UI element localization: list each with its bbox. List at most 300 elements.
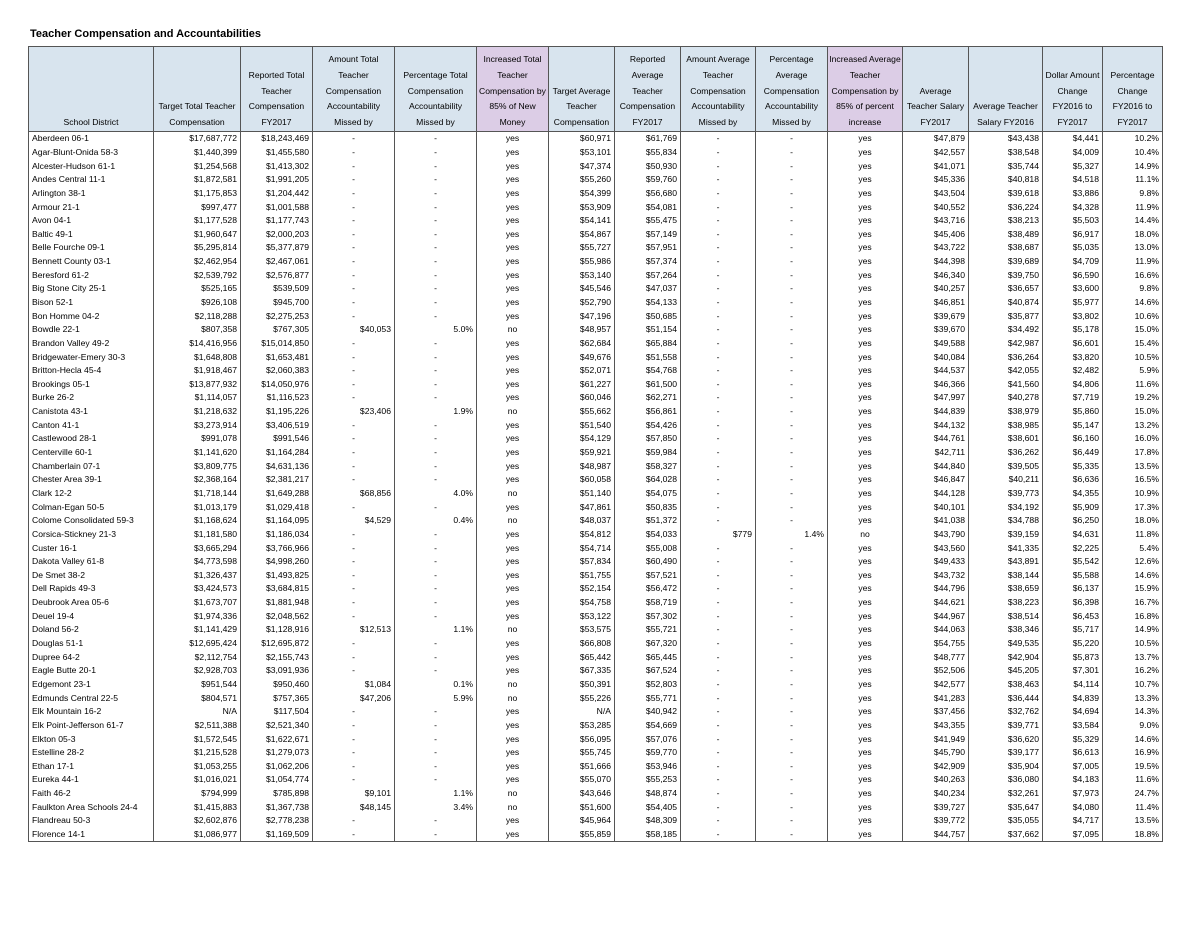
cell-amount-average-missed: - bbox=[681, 241, 756, 255]
cell-salary-fy2016: $32,261 bbox=[969, 787, 1043, 801]
cell-dollar-change: $2,482 bbox=[1043, 364, 1103, 378]
cell-pct-total-missed: - bbox=[395, 528, 477, 542]
cell-increased-total: yes bbox=[477, 173, 549, 187]
table-row bbox=[29, 227, 1163, 241]
cell-target-total: $3,273,914 bbox=[154, 418, 241, 432]
cell-target-total: $1,415,883 bbox=[154, 800, 241, 814]
col-header-target-total: Target Total Teacher Compensation bbox=[154, 47, 241, 132]
cell-salary-fy2016: $38,223 bbox=[969, 596, 1043, 610]
cell-reported-average: $61,500 bbox=[615, 378, 681, 392]
cell-school-district: Bison 52-1 bbox=[29, 296, 154, 310]
cell-amount-total-missed: $4,529 bbox=[313, 514, 395, 528]
cell-pct-change: 15.9% bbox=[1103, 582, 1163, 596]
col-header-salary-fy2016: Average Teacher Salary FY2016 bbox=[969, 47, 1043, 132]
cell-pct-total-missed: - bbox=[395, 214, 477, 228]
cell-pct-change: 18.0% bbox=[1103, 227, 1163, 241]
cell-target-average: $48,987 bbox=[549, 459, 615, 473]
cell-amount-average-missed: - bbox=[681, 596, 756, 610]
cell-salary-fy2017: $44,398 bbox=[903, 255, 969, 269]
cell-salary-fy2016: $36,444 bbox=[969, 691, 1043, 705]
cell-target-average: $67,335 bbox=[549, 664, 615, 678]
cell-dollar-change: $6,449 bbox=[1043, 446, 1103, 460]
cell-reported-average: $59,984 bbox=[615, 446, 681, 460]
cell-increased-average: yes bbox=[828, 173, 903, 187]
cell-increased-average: yes bbox=[828, 650, 903, 664]
cell-salary-fy2016: $40,874 bbox=[969, 296, 1043, 310]
cell-target-total: $1,177,528 bbox=[154, 214, 241, 228]
cell-school-district: Baltic 49-1 bbox=[29, 227, 154, 241]
cell-increased-average: yes bbox=[828, 459, 903, 473]
cell-salary-fy2017: $44,621 bbox=[903, 596, 969, 610]
cell-increased-total: yes bbox=[477, 569, 549, 583]
cell-pct-total-missed: - bbox=[395, 664, 477, 678]
cell-increased-average: yes bbox=[828, 378, 903, 392]
cell-amount-total-missed: - bbox=[313, 337, 395, 351]
cell-amount-total-missed: $12,513 bbox=[313, 623, 395, 637]
cell-reported-average: $50,685 bbox=[615, 309, 681, 323]
cell-salary-fy2017: $46,340 bbox=[903, 268, 969, 282]
cell-pct-change: 18.0% bbox=[1103, 514, 1163, 528]
cell-reported-average: $54,133 bbox=[615, 296, 681, 310]
cell-salary-fy2017: $46,851 bbox=[903, 296, 969, 310]
cell-amount-total-missed: $40,053 bbox=[313, 323, 395, 337]
cell-pct-average-missed: - bbox=[756, 582, 828, 596]
cell-school-district: Dell Rapids 49-3 bbox=[29, 582, 154, 596]
cell-reported-total: $785,898 bbox=[241, 787, 313, 801]
cell-salary-fy2017: $41,071 bbox=[903, 159, 969, 173]
col-header-increased-average: Increased Average Teacher Compensation by 85% of percent increase bbox=[828, 47, 903, 132]
cell-target-total: $1,053,255 bbox=[154, 759, 241, 773]
cell-reported-total: $1,195,226 bbox=[241, 405, 313, 419]
cell-amount-total-missed: - bbox=[313, 255, 395, 269]
table-row bbox=[29, 609, 1163, 623]
cell-amount-total-missed: - bbox=[313, 268, 395, 282]
cell-amount-total-missed: - bbox=[313, 814, 395, 828]
cell-reported-total: $1,493,825 bbox=[241, 569, 313, 583]
cell-reported-average: $67,524 bbox=[615, 664, 681, 678]
header-row bbox=[29, 47, 1163, 132]
cell-target-total: $804,571 bbox=[154, 691, 241, 705]
cell-pct-change: 10.6% bbox=[1103, 309, 1163, 323]
cell-salary-fy2016: $36,620 bbox=[969, 732, 1043, 746]
cell-pct-change: 10.4% bbox=[1103, 146, 1163, 160]
table-row bbox=[29, 650, 1163, 664]
cell-increased-average: yes bbox=[828, 487, 903, 501]
cell-amount-total-missed: $9,101 bbox=[313, 787, 395, 801]
cell-reported-total: $1,177,743 bbox=[241, 214, 313, 228]
cell-target-average: $52,071 bbox=[549, 364, 615, 378]
cell-increased-average: yes bbox=[828, 146, 903, 160]
cell-salary-fy2016: $39,689 bbox=[969, 255, 1043, 269]
cell-reported-total: $2,381,217 bbox=[241, 473, 313, 487]
cell-reported-total: $15,014,850 bbox=[241, 337, 313, 351]
cell-reported-average: $60,490 bbox=[615, 555, 681, 569]
cell-amount-average-missed: - bbox=[681, 432, 756, 446]
cell-target-total: $1,440,399 bbox=[154, 146, 241, 160]
cell-reported-average: $57,302 bbox=[615, 609, 681, 623]
cell-amount-total-missed: $48,145 bbox=[313, 800, 395, 814]
table-row bbox=[29, 705, 1163, 719]
cell-pct-total-missed: - bbox=[395, 268, 477, 282]
cell-pct-total-missed: - bbox=[395, 432, 477, 446]
cell-increased-total: yes bbox=[477, 637, 549, 651]
cell-target-total: $1,175,853 bbox=[154, 187, 241, 201]
cell-pct-total-missed: - bbox=[395, 364, 477, 378]
cell-dollar-change: $7,719 bbox=[1043, 391, 1103, 405]
cell-reported-average: $57,521 bbox=[615, 569, 681, 583]
cell-increased-total: yes bbox=[477, 500, 549, 514]
col-header-salary-fy2017: Average Teacher Salary FY2017 bbox=[903, 47, 969, 132]
cell-target-average: N/A bbox=[549, 705, 615, 719]
table-row bbox=[29, 132, 1163, 146]
cell-increased-average: yes bbox=[828, 555, 903, 569]
table-row bbox=[29, 828, 1163, 842]
cell-pct-change: 19.2% bbox=[1103, 391, 1163, 405]
cell-reported-total: $991,546 bbox=[241, 432, 313, 446]
cell-amount-average-missed: - bbox=[681, 187, 756, 201]
table-row bbox=[29, 350, 1163, 364]
table-row bbox=[29, 487, 1163, 501]
cell-target-total: $3,809,775 bbox=[154, 459, 241, 473]
cell-increased-average: yes bbox=[828, 664, 903, 678]
cell-amount-average-missed: - bbox=[681, 541, 756, 555]
cell-increased-total: yes bbox=[477, 609, 549, 623]
cell-increased-average: yes bbox=[828, 309, 903, 323]
cell-salary-fy2017: $40,552 bbox=[903, 200, 969, 214]
cell-target-average: $60,046 bbox=[549, 391, 615, 405]
cell-amount-average-missed: - bbox=[681, 773, 756, 787]
cell-reported-total: $1,367,738 bbox=[241, 800, 313, 814]
cell-reported-total: $767,305 bbox=[241, 323, 313, 337]
table-row bbox=[29, 200, 1163, 214]
cell-reported-average: $54,081 bbox=[615, 200, 681, 214]
cell-pct-average-missed: - bbox=[756, 732, 828, 746]
table-row bbox=[29, 473, 1163, 487]
col-header-target-average: Target Average Teacher Compensation bbox=[549, 47, 615, 132]
cell-amount-average-missed: - bbox=[681, 255, 756, 269]
cell-salary-fy2017: $47,997 bbox=[903, 391, 969, 405]
cell-dollar-change: $5,873 bbox=[1043, 650, 1103, 664]
cell-target-average: $54,867 bbox=[549, 227, 615, 241]
cell-salary-fy2016: $36,224 bbox=[969, 200, 1043, 214]
cell-target-average: $50,391 bbox=[549, 678, 615, 692]
cell-reported-average: $55,721 bbox=[615, 623, 681, 637]
cell-target-total: $1,016,021 bbox=[154, 773, 241, 787]
cell-dollar-change: $4,009 bbox=[1043, 146, 1103, 160]
cell-amount-total-missed: - bbox=[313, 418, 395, 432]
col-header-pct-total-missed: Percentage Total Compensation Accountability Missed by bbox=[395, 47, 477, 132]
col-header-reported-total: Reported Total Teacher Compensation FY2017 bbox=[241, 47, 313, 132]
cell-reported-average: $54,768 bbox=[615, 364, 681, 378]
cell-dollar-change: $4,694 bbox=[1043, 705, 1103, 719]
cell-increased-average: yes bbox=[828, 364, 903, 378]
cell-dollar-change: $5,860 bbox=[1043, 405, 1103, 419]
cell-dollar-change: $6,590 bbox=[1043, 268, 1103, 282]
cell-school-district: Faith 46-2 bbox=[29, 787, 154, 801]
cell-target-total: $2,602,876 bbox=[154, 814, 241, 828]
cell-amount-total-missed: - bbox=[313, 391, 395, 405]
cell-school-district: Castlewood 28-1 bbox=[29, 432, 154, 446]
cell-salary-fy2016: $40,278 bbox=[969, 391, 1043, 405]
cell-increased-total: yes bbox=[477, 814, 549, 828]
cell-pct-change: 11.8% bbox=[1103, 528, 1163, 542]
cell-school-district: Estelline 28-2 bbox=[29, 746, 154, 760]
cell-pct-total-missed: - bbox=[395, 773, 477, 787]
cell-amount-average-missed: - bbox=[681, 132, 756, 146]
cell-dollar-change: $5,178 bbox=[1043, 323, 1103, 337]
cell-reported-average: $57,076 bbox=[615, 732, 681, 746]
cell-salary-fy2016: $36,262 bbox=[969, 446, 1043, 460]
cell-pct-total-missed: - bbox=[395, 541, 477, 555]
table-row bbox=[29, 323, 1163, 337]
cell-pct-change: 16.2% bbox=[1103, 664, 1163, 678]
col-header-pct-change: Percentage Change FY2016 to FY2017 bbox=[1103, 47, 1163, 132]
cell-salary-fy2017: $44,128 bbox=[903, 487, 969, 501]
cell-amount-average-missed: - bbox=[681, 391, 756, 405]
table-row bbox=[29, 214, 1163, 228]
cell-target-average: $52,154 bbox=[549, 582, 615, 596]
cell-salary-fy2017: $44,839 bbox=[903, 405, 969, 419]
cell-school-district: Burke 26-2 bbox=[29, 391, 154, 405]
cell-increased-total: yes bbox=[477, 282, 549, 296]
cell-increased-total: yes bbox=[477, 705, 549, 719]
cell-amount-total-missed: - bbox=[313, 746, 395, 760]
compensation-table bbox=[28, 46, 1163, 842]
cell-pct-change: 13.2% bbox=[1103, 418, 1163, 432]
cell-amount-average-missed: - bbox=[681, 323, 756, 337]
cell-amount-total-missed: $47,206 bbox=[313, 691, 395, 705]
cell-amount-average-missed: - bbox=[681, 214, 756, 228]
cell-increased-total: yes bbox=[477, 255, 549, 269]
cell-school-district: Elk Mountain 16-2 bbox=[29, 705, 154, 719]
cell-increased-total: yes bbox=[477, 596, 549, 610]
cell-increased-total: yes bbox=[477, 746, 549, 760]
cell-salary-fy2016: $36,080 bbox=[969, 773, 1043, 787]
table-row bbox=[29, 514, 1163, 528]
cell-target-average: $53,909 bbox=[549, 200, 615, 214]
cell-increased-total: yes bbox=[477, 719, 549, 733]
cell-increased-average: yes bbox=[828, 746, 903, 760]
cell-dollar-change: $5,035 bbox=[1043, 241, 1103, 255]
cell-target-total: $1,648,808 bbox=[154, 350, 241, 364]
cell-school-district: Britton-Hecla 45-4 bbox=[29, 364, 154, 378]
cell-reported-average: $54,075 bbox=[615, 487, 681, 501]
cell-pct-average-missed: - bbox=[756, 159, 828, 173]
cell-dollar-change: $5,542 bbox=[1043, 555, 1103, 569]
cell-increased-average: yes bbox=[828, 350, 903, 364]
cell-reported-total: $1,204,442 bbox=[241, 187, 313, 201]
cell-pct-total-missed: - bbox=[395, 391, 477, 405]
cell-pct-average-missed: - bbox=[756, 705, 828, 719]
cell-pct-change: 9.8% bbox=[1103, 187, 1163, 201]
cell-target-total: $5,295,814 bbox=[154, 241, 241, 255]
cell-target-average: $53,101 bbox=[549, 146, 615, 160]
cell-target-average: $51,540 bbox=[549, 418, 615, 432]
cell-salary-fy2016: $39,505 bbox=[969, 459, 1043, 473]
cell-pct-change: 13.5% bbox=[1103, 459, 1163, 473]
cell-salary-fy2016: $34,192 bbox=[969, 500, 1043, 514]
cell-increased-total: yes bbox=[477, 828, 549, 842]
cell-amount-total-missed: - bbox=[313, 350, 395, 364]
cell-pct-total-missed: - bbox=[395, 555, 477, 569]
cell-amount-average-missed: - bbox=[681, 623, 756, 637]
col-header-school-district: School District bbox=[29, 47, 154, 132]
cell-target-average: $59,921 bbox=[549, 446, 615, 460]
cell-pct-total-missed: - bbox=[395, 241, 477, 255]
cell-school-district: Ethan 17-1 bbox=[29, 759, 154, 773]
cell-dollar-change: $4,328 bbox=[1043, 200, 1103, 214]
cell-salary-fy2016: $38,548 bbox=[969, 146, 1043, 160]
cell-reported-total: $1,029,418 bbox=[241, 500, 313, 514]
cell-pct-total-missed: 1.1% bbox=[395, 787, 477, 801]
cell-reported-total: $1,622,671 bbox=[241, 732, 313, 746]
cell-reported-total: $1,054,774 bbox=[241, 773, 313, 787]
cell-reported-average: $51,372 bbox=[615, 514, 681, 528]
cell-increased-total: yes bbox=[477, 309, 549, 323]
cell-target-average: $53,575 bbox=[549, 623, 615, 637]
table-row bbox=[29, 555, 1163, 569]
cell-reported-total: $18,243,469 bbox=[241, 132, 313, 146]
cell-amount-total-missed: - bbox=[313, 187, 395, 201]
cell-amount-total-missed: - bbox=[313, 650, 395, 664]
cell-amount-average-missed: - bbox=[681, 828, 756, 842]
cell-target-total: $1,872,581 bbox=[154, 173, 241, 187]
cell-reported-average: $51,154 bbox=[615, 323, 681, 337]
cell-pct-average-missed: - bbox=[756, 555, 828, 569]
cell-salary-fy2017: $43,732 bbox=[903, 569, 969, 583]
cell-amount-average-missed: - bbox=[681, 800, 756, 814]
cell-dollar-change: $4,839 bbox=[1043, 691, 1103, 705]
cell-amount-total-missed: - bbox=[313, 609, 395, 623]
cell-pct-change: 14.9% bbox=[1103, 159, 1163, 173]
cell-increased-total: yes bbox=[477, 296, 549, 310]
cell-school-district: Deuel 19-4 bbox=[29, 609, 154, 623]
cell-salary-fy2017: $47,879 bbox=[903, 132, 969, 146]
cell-amount-total-missed: - bbox=[313, 541, 395, 555]
cell-dollar-change: $4,355 bbox=[1043, 487, 1103, 501]
cell-school-district: Clark 12-2 bbox=[29, 487, 154, 501]
cell-increased-average: yes bbox=[828, 159, 903, 173]
cell-pct-total-missed: - bbox=[395, 732, 477, 746]
cell-amount-total-missed: $23,406 bbox=[313, 405, 395, 419]
cell-pct-average-missed: - bbox=[756, 187, 828, 201]
table-row bbox=[29, 773, 1163, 787]
cell-reported-average: $59,760 bbox=[615, 173, 681, 187]
cell-salary-fy2016: $43,438 bbox=[969, 132, 1043, 146]
cell-reported-total: $2,521,340 bbox=[241, 719, 313, 733]
cell-school-district: Bennett County 03-1 bbox=[29, 255, 154, 269]
cell-salary-fy2017: $49,588 bbox=[903, 337, 969, 351]
cell-amount-average-missed: - bbox=[681, 650, 756, 664]
cell-target-average: $55,986 bbox=[549, 255, 615, 269]
cell-school-district: Deubrook Area 05-6 bbox=[29, 596, 154, 610]
cell-reported-total: $1,116,523 bbox=[241, 391, 313, 405]
cell-target-total: $807,358 bbox=[154, 323, 241, 337]
cell-pct-total-missed: - bbox=[395, 187, 477, 201]
cell-salary-fy2016: $38,463 bbox=[969, 678, 1043, 692]
cell-increased-average: yes bbox=[828, 418, 903, 432]
cell-pct-total-missed: 1.1% bbox=[395, 623, 477, 637]
cell-amount-average-missed: - bbox=[681, 337, 756, 351]
table-row bbox=[29, 787, 1163, 801]
cell-pct-average-missed: - bbox=[756, 214, 828, 228]
cell-pct-average-missed: - bbox=[756, 282, 828, 296]
cell-increased-average: no bbox=[828, 528, 903, 542]
cell-pct-change: 10.9% bbox=[1103, 487, 1163, 501]
cell-school-district: Elk Point-Jefferson 61-7 bbox=[29, 719, 154, 733]
cell-dollar-change: $5,220 bbox=[1043, 637, 1103, 651]
page-title: Teacher Compensation and Accountabilities bbox=[30, 28, 262, 40]
cell-reported-total: $14,050,976 bbox=[241, 378, 313, 392]
cell-target-total: $2,112,754 bbox=[154, 650, 241, 664]
cell-pct-total-missed: 0.1% bbox=[395, 678, 477, 692]
cell-salary-fy2016: $39,618 bbox=[969, 187, 1043, 201]
cell-pct-change: 19.5% bbox=[1103, 759, 1163, 773]
table-row bbox=[29, 664, 1163, 678]
cell-target-total: $1,141,429 bbox=[154, 623, 241, 637]
table-row bbox=[29, 309, 1163, 323]
cell-amount-total-missed: - bbox=[313, 528, 395, 542]
cell-pct-average-missed: - bbox=[756, 473, 828, 487]
cell-dollar-change: $5,588 bbox=[1043, 569, 1103, 583]
cell-salary-fy2016: $38,213 bbox=[969, 214, 1043, 228]
cell-salary-fy2017: $43,722 bbox=[903, 241, 969, 255]
cell-reported-average: $47,037 bbox=[615, 282, 681, 296]
cell-school-district: De Smet 38-2 bbox=[29, 569, 154, 583]
cell-target-average: $51,600 bbox=[549, 800, 615, 814]
cell-salary-fy2017: $44,537 bbox=[903, 364, 969, 378]
cell-salary-fy2016: $39,159 bbox=[969, 528, 1043, 542]
cell-increased-total: yes bbox=[477, 732, 549, 746]
cell-pct-total-missed: - bbox=[395, 828, 477, 842]
cell-increased-average: yes bbox=[828, 132, 903, 146]
cell-increased-total: yes bbox=[477, 582, 549, 596]
cell-pct-average-missed: - bbox=[756, 691, 828, 705]
cell-amount-average-missed: - bbox=[681, 609, 756, 623]
cell-salary-fy2017: $39,679 bbox=[903, 309, 969, 323]
cell-target-total: $1,086,977 bbox=[154, 828, 241, 842]
cell-amount-total-missed: - bbox=[313, 569, 395, 583]
cell-reported-total: $2,467,061 bbox=[241, 255, 313, 269]
cell-target-total: $1,114,057 bbox=[154, 391, 241, 405]
cell-amount-total-missed: - bbox=[313, 773, 395, 787]
cell-increased-average: yes bbox=[828, 609, 903, 623]
cell-reported-total: $3,091,936 bbox=[241, 664, 313, 678]
cell-pct-total-missed: - bbox=[395, 350, 477, 364]
cell-reported-average: $57,149 bbox=[615, 227, 681, 241]
cell-pct-change: 16.9% bbox=[1103, 746, 1163, 760]
cell-reported-average: $65,445 bbox=[615, 650, 681, 664]
cell-dollar-change: $3,584 bbox=[1043, 719, 1103, 733]
cell-increased-average: yes bbox=[828, 800, 903, 814]
table-row bbox=[29, 337, 1163, 351]
cell-dollar-change: $7,301 bbox=[1043, 664, 1103, 678]
cell-school-district: Edgemont 23-1 bbox=[29, 678, 154, 692]
cell-increased-average: yes bbox=[828, 241, 903, 255]
cell-pct-total-missed: 3.4% bbox=[395, 800, 477, 814]
cell-pct-average-missed: - bbox=[756, 255, 828, 269]
cell-reported-average: $57,951 bbox=[615, 241, 681, 255]
cell-reported-average: $48,309 bbox=[615, 814, 681, 828]
cell-pct-change: 14.6% bbox=[1103, 569, 1163, 583]
cell-reported-average: $56,861 bbox=[615, 405, 681, 419]
cell-salary-fy2017: $43,504 bbox=[903, 187, 969, 201]
cell-amount-total-missed: - bbox=[313, 705, 395, 719]
cell-salary-fy2017: $39,772 bbox=[903, 814, 969, 828]
table-row bbox=[29, 596, 1163, 610]
cell-pct-total-missed: - bbox=[395, 705, 477, 719]
cell-pct-average-missed: - bbox=[756, 623, 828, 637]
